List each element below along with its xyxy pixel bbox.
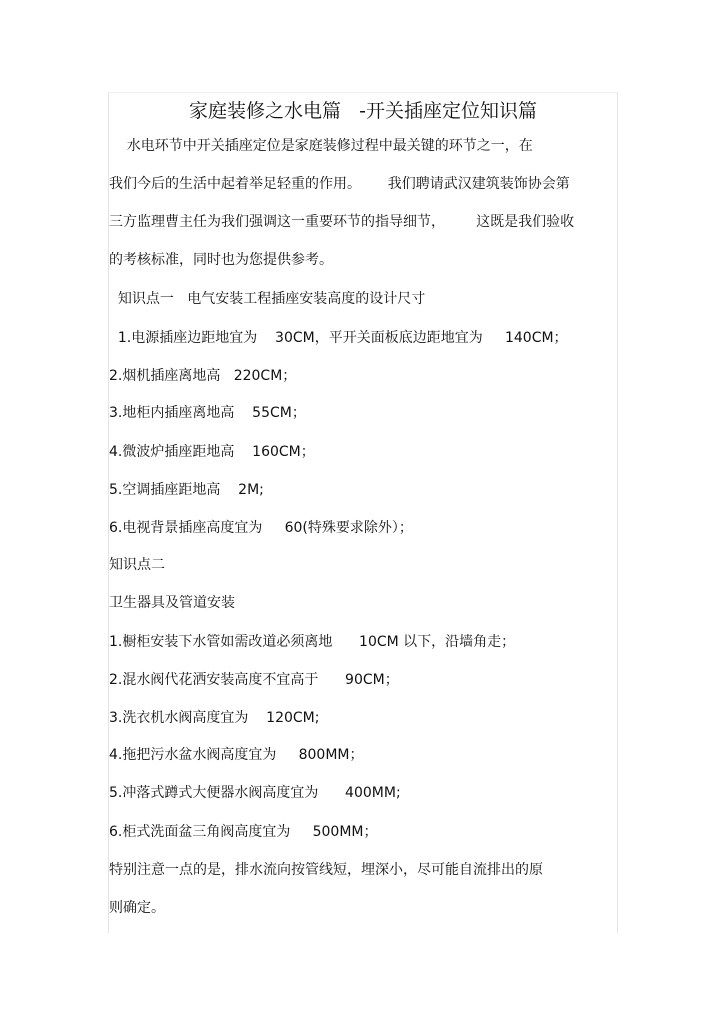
list-item: 6.电视背景插座高度宜为 60(特殊要求除外）； — [109, 520, 413, 536]
paragraph-line: 特别注意一点的是，排水流向按管线短，埋深小，尽可能自流排出的原 — [109, 862, 543, 878]
paragraph-line: 三方监理曹主任为我们强调这一重要环节的指导细节， 这既是我们验收 — [109, 214, 575, 230]
list-item: 3.地柜内插座离地高 55CM； — [109, 405, 306, 421]
list-item: 3.洗衣机水阀高度宜为 120CM; — [109, 710, 320, 726]
list-item: 4.微波炉插座距地高 160CM； — [109, 444, 315, 460]
list-item: 2.混水阀代花洒安装高度不宜高于 90CM； — [109, 672, 399, 688]
list-item: 5.空调插座距地高 2M; — [109, 482, 264, 498]
list-item: 1.橱柜安装下水管如需改道必须离地 10CM 以下，沿墙角走； — [109, 634, 516, 650]
section-subheading: 卫生器具及管道安装 — [109, 595, 235, 611]
paragraph-line: 的考核标准，同时也为您提供参考。 — [109, 252, 333, 268]
document-title: 家庭装修之水电篇 -开关插座定位知识篇 — [189, 100, 537, 122]
paragraph-line: 则确定。 — [109, 900, 165, 916]
list-item: 2.烟机插座离地高 220CM； — [109, 368, 297, 384]
paragraph-line: 水电环节中开关插座定位是家庭装修过程中最关键的环节之一，在 — [109, 138, 533, 154]
section-heading: 知识点二 — [109, 557, 165, 573]
paragraph-line: 我们今后的生活中起着举足轻重的作用。 我们聘请武汉建筑装饰协会第 — [109, 176, 570, 192]
section-heading: 知识点一 电气安装工程插座安装高度的设计尺寸 — [109, 291, 426, 307]
list-item: 4.拖把污水盆水阀高度宜为 800MM； — [109, 747, 364, 763]
list-item: 6.柜式洗面盆三角阀高度宜为 500MM； — [109, 824, 378, 840]
list-item: 1.电源插座边距地宜为 30CM，平开关面板底边距地宜为 140CM； — [109, 330, 568, 346]
document-page — [108, 92, 618, 933]
list-item: 5.冲落式蹲式大便器水阀高度宜为 400MM; — [109, 785, 401, 801]
